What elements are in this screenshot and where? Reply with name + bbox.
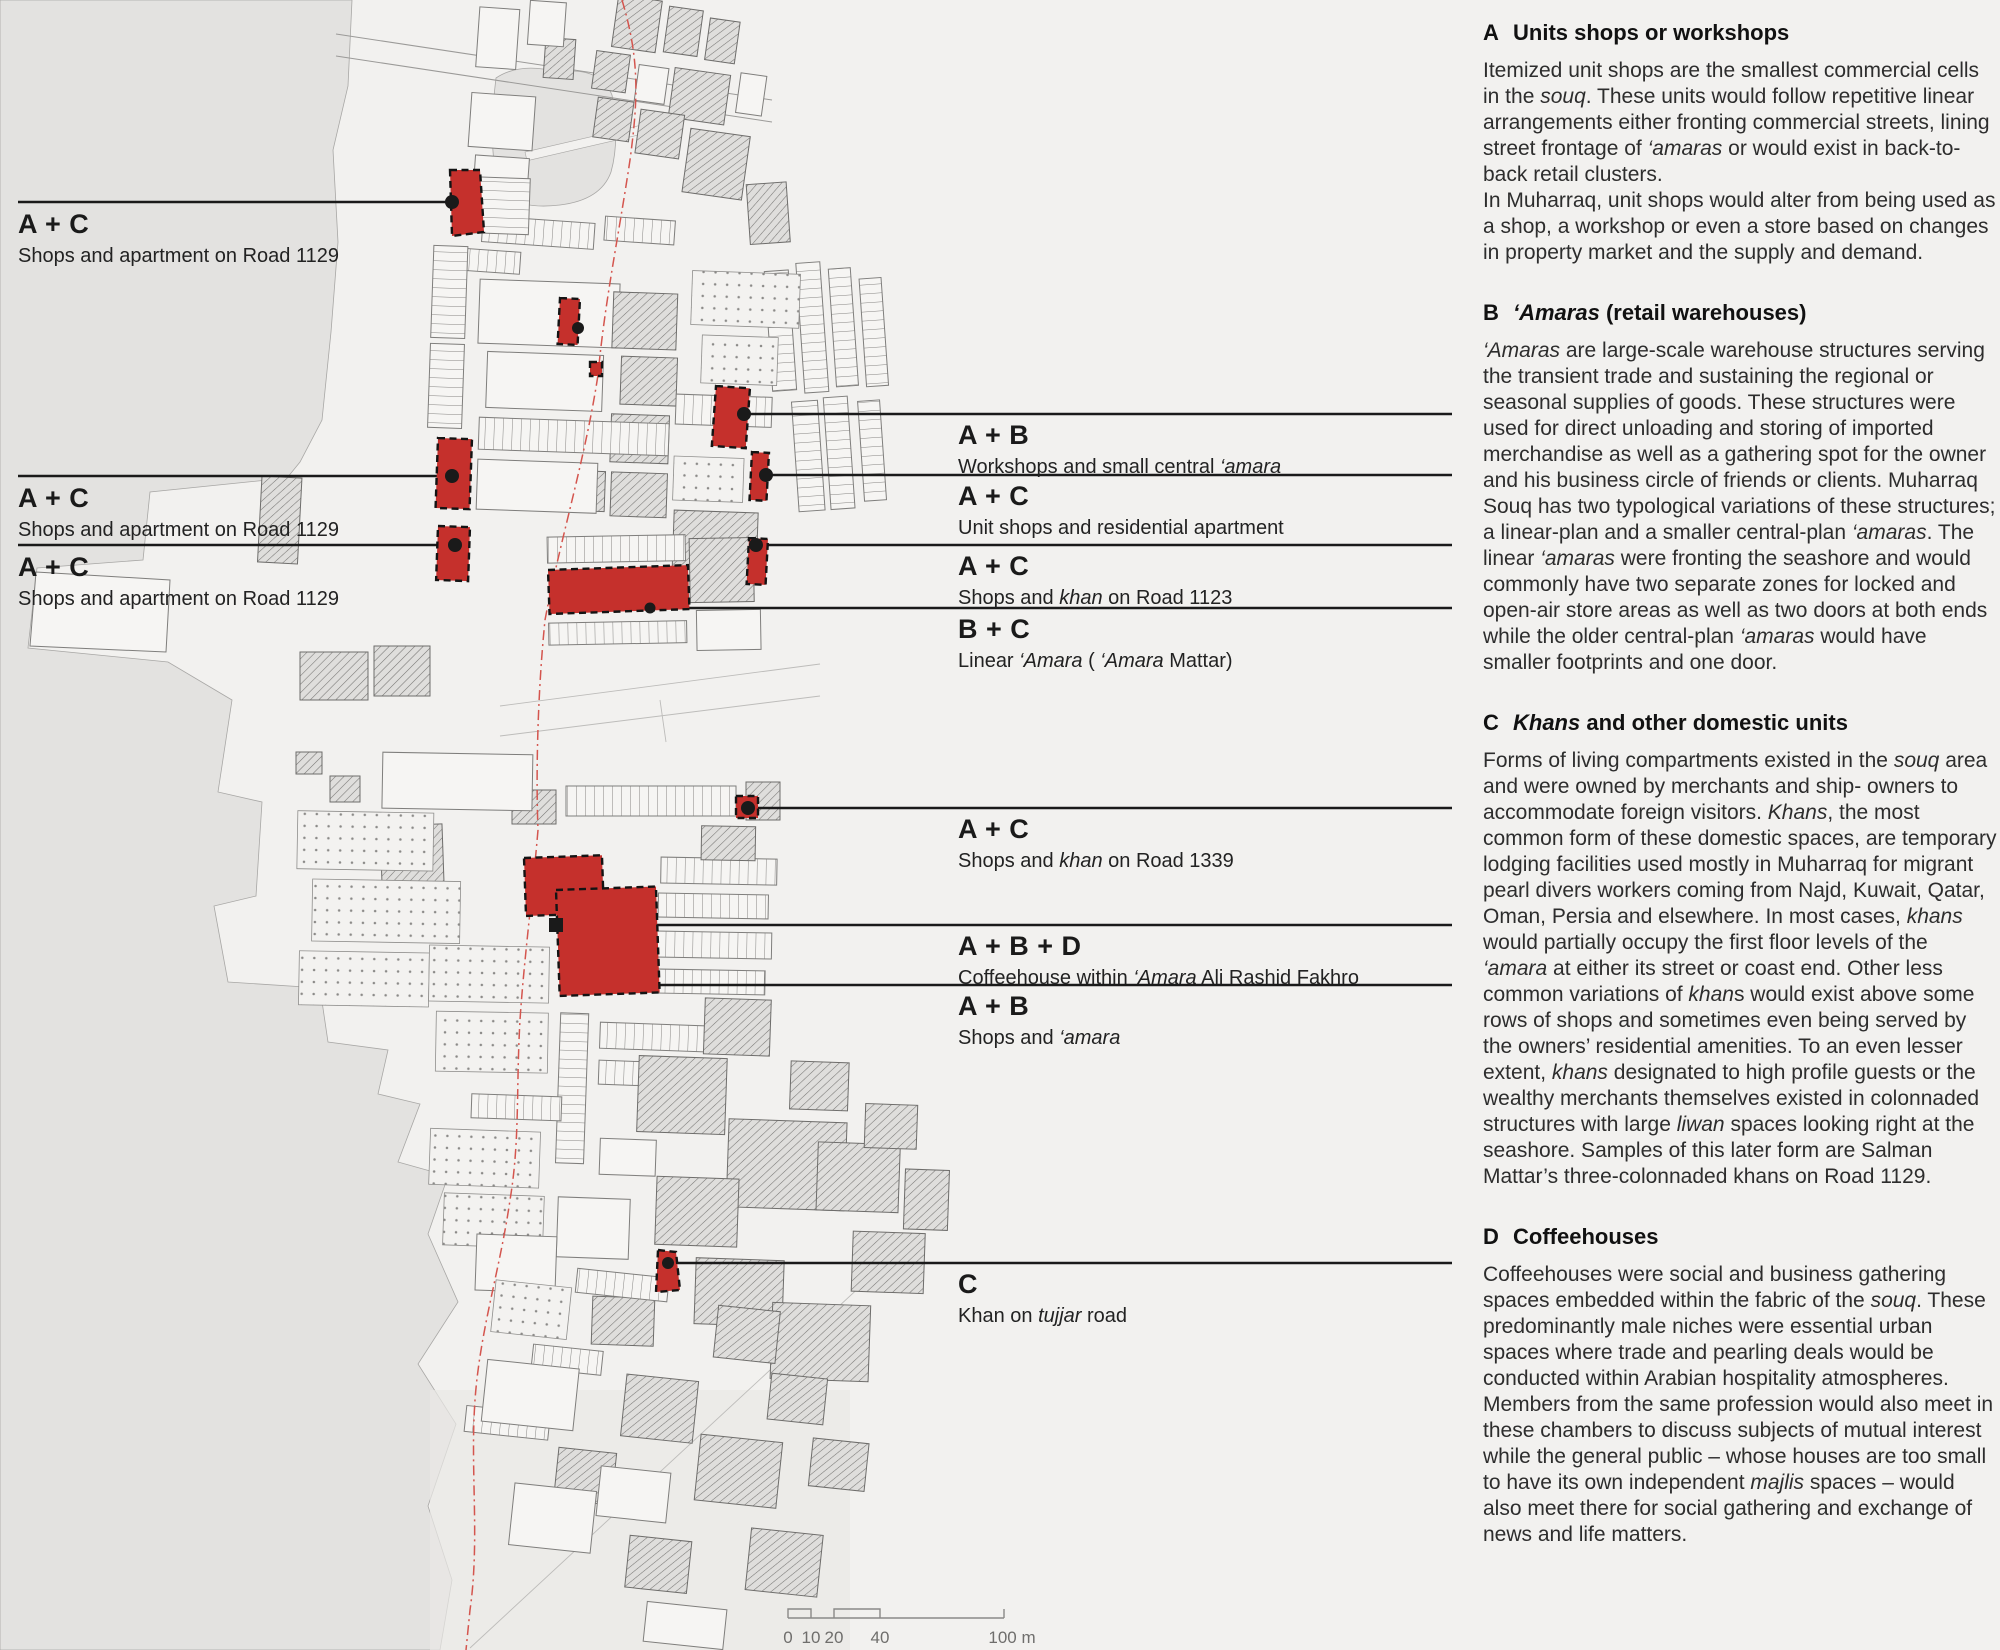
section-letter: C <box>1483 710 1499 735</box>
callout-unit-shops-apartment <box>958 482 1284 540</box>
callout-code: C <box>958 1269 978 1299</box>
section-title <box>1483 1224 1997 1250</box>
callout-desc: Shops and apartment on Road 1129 <box>18 244 339 267</box>
section-body: Forms of living compartments existed in the souq area and were owned by merchants and ship- owners to accommodate foreign visitors. Khans, the most common form of these domestic spaces, are temporary lodging facilities used mostly in Muharraq for migrant pearl divers workers coming from Najd, Kuwait, Qatar, Oman, Persia and elsewhere. In most cases, khans would partially occupy the first floor levels of the ‘amara at either its street or coast end. Other less common variations of khans would exist above some rows of shops and sometimes even being served by the owners’ residential amenities. To an even lesser extent, khans designated to high profile guests or the wealthy merchants themselves existed in colonnaded structures with large liwan spaces looking right at the seashore. Samples of this later form are Salman Mattar’s three-colonnaded khans on Road 1129. <box>1483 749 1997 1188</box>
legend-section-b <box>1483 300 1997 676</box>
callout-left-1 <box>18 210 339 268</box>
callout-left-2 <box>18 484 339 542</box>
section-body: Itemized unit shops are the smallest commercial cells in the souq. These units would follow repetitive linear arrangements either fronting commercial streets, lining street frontage of ‘amaras or would exist in back-to-back retail clusters. In Muharraq, unit shops would alter from being used as a shop, a workshop or even a store based on changes in property market and the supply and demand. <box>1483 59 1996 264</box>
callout-code: A + C <box>958 814 1030 844</box>
scale-tick-20: 20 <box>824 1628 844 1647</box>
section-letter: D <box>1483 1224 1499 1249</box>
scale-tick-40: 40 <box>870 1628 890 1647</box>
scale-end-label: 100 m <box>988 1628 1036 1647</box>
callout-code: A + C <box>18 552 90 582</box>
highlighted-building-khan-tujjar <box>656 1250 680 1292</box>
callout-code: A + C <box>958 551 1030 581</box>
fabric-mid <box>470 263 800 570</box>
scale-tick-10: 10 <box>801 1628 821 1647</box>
section-title <box>1483 710 1997 736</box>
callout-desc: Coffeehouse within ‘Amara Ali Rashid Fakhro <box>958 966 1359 989</box>
callout-desc: Linear ‘Amara ( ‘Amara Mattar) <box>958 649 1233 672</box>
callout-desc: Khan on tujjar road <box>958 1304 1128 1327</box>
callout-code: A + B + D <box>958 931 1082 961</box>
callout-workshops-amara <box>958 421 1281 479</box>
section-title-text: Khans and other domestic units <box>1513 710 1848 735</box>
section-title-text: Coffeehouses <box>1513 1224 1659 1249</box>
section-title-text: Units shops or workshops <box>1513 20 1790 45</box>
highlighted-building-small-unit <box>590 362 602 376</box>
scale-tick-0: 0 <box>783 1628 793 1647</box>
callout-desc: Shops and ‘amara <box>958 1026 1121 1049</box>
section-letter: A <box>1483 20 1499 45</box>
legend-section-a <box>1483 20 1997 266</box>
callout-code: A + C <box>958 481 1030 511</box>
legend-panel <box>1483 20 1997 1582</box>
highlighted-building-shops-1129-c <box>436 526 470 581</box>
section-title <box>1483 300 1997 326</box>
callout-shops-khan-1339 <box>958 815 1234 873</box>
highlighted-building-linear-amara-mattar <box>548 565 689 614</box>
section-title <box>1483 20 1997 46</box>
callout-khan-tujjar <box>958 1270 1127 1328</box>
callout-desc: Unit shops and residential apartment <box>958 516 1284 539</box>
legend-section-c <box>1483 710 1997 1190</box>
callout-desc: Shops and khan on Road 1123 <box>958 586 1233 609</box>
callout-code: A + B <box>958 420 1030 450</box>
callout-desc: Shops and khan on Road 1339 <box>958 849 1234 872</box>
callout-code: A + B <box>958 991 1030 1021</box>
callout-linear-amara <box>958 615 1233 673</box>
highlighted-building-central-amara <box>558 298 580 345</box>
section-title-text: ‘Amaras (retail warehouses) <box>1513 300 1807 325</box>
callout-left-3 <box>18 553 339 611</box>
callout-shops-khan-1123 <box>958 552 1232 610</box>
callout-shops-amara <box>958 992 1120 1050</box>
callout-code: B + C <box>958 614 1031 644</box>
highlighted-building-coffeehouse-fakhro-main <box>556 887 660 996</box>
legend-section-d <box>1483 1224 1997 1548</box>
callout-desc: Shops and apartment on Road 1129 <box>18 587 339 610</box>
callout-desc: Workshops and small central ‘amara <box>958 455 1282 478</box>
section-letter: B <box>1483 300 1499 325</box>
callout-code: A + C <box>18 209 90 239</box>
section-body: Coffeehouses were social and business gathering spaces embedded within the fabric of the souq. These predominantly male niches were essential urban spaces where trade and pearling deals would be conducted within Arabian hospitality atmospheres. Members from the same profession would also meet in these chambers to discuss subjects of mutual interest while the general public – whose houses are too small to have its own independent majlis spaces – would also meet there for social gathering and exchange of news and life matters. <box>1483 1263 1994 1546</box>
callout-coffeehouse-fakhro <box>958 932 1359 990</box>
callout-desc: Shops and apartment on Road 1129 <box>18 518 339 541</box>
section-body: ‘Amaras are large-scale warehouse structures serving the transient trade and sustaining the regional or seasonal supplies of goods. These structures were used for direct unloading and storing of imported merchandise as well as a gathering spot for the owner and his business circle of friends or clients. Muharraq Souq has two typological variations of these structures; a linear-plan and a smaller central-plan ‘amaras. The linear ‘amaras were fronting the seashore and would commonly have two separate zones for locked and open-air store areas as well as two doors at both ends while the older central-plan ‘amaras would have smaller footprints and one door. <box>1483 339 1996 674</box>
callout-code: A + C <box>18 483 90 513</box>
